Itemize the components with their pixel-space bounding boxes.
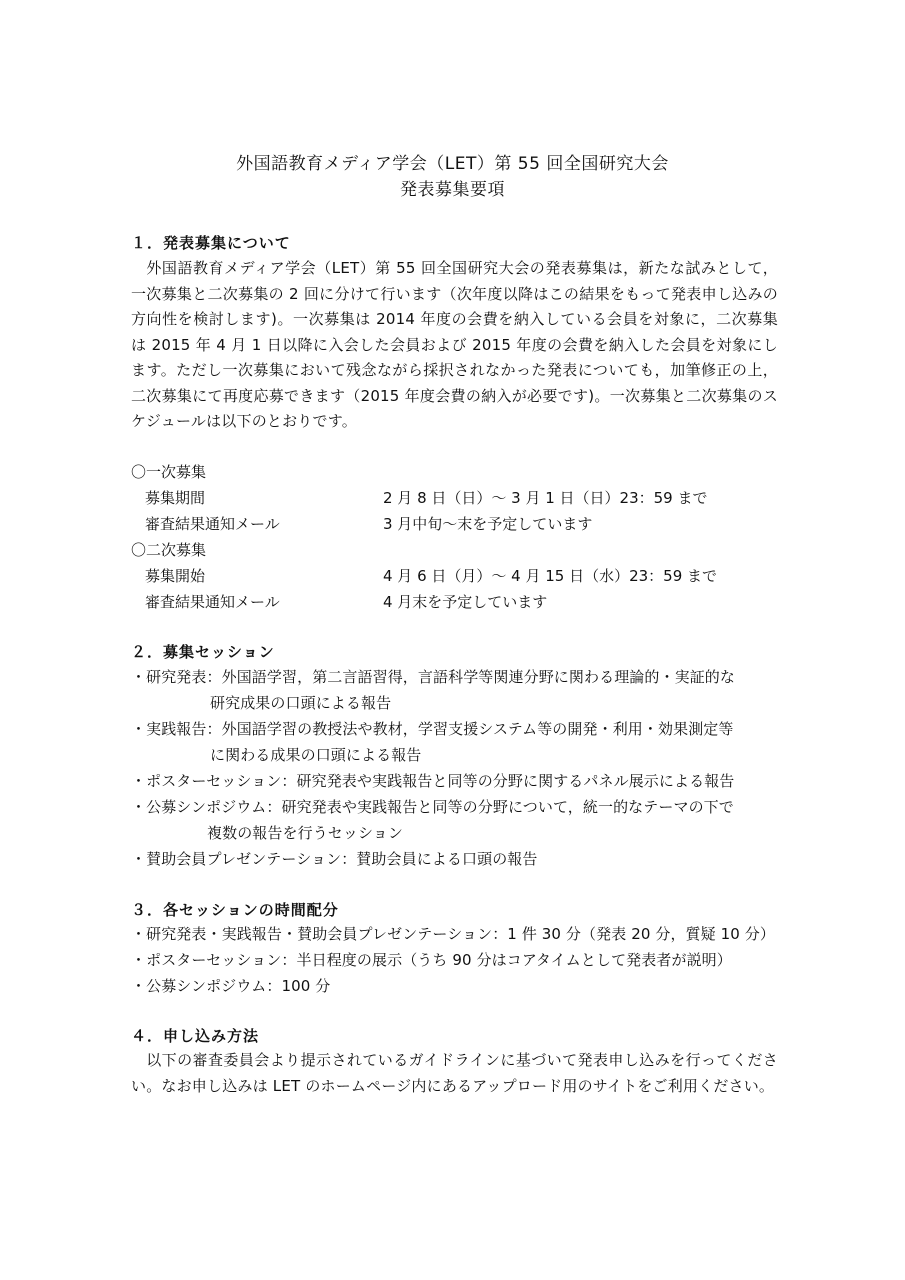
first-period-value: 2 月 8 日（日）～ 3 月 1 日（日）23：59 まで bbox=[383, 489, 708, 507]
session-item-line: ・賛助会員プレゼンテーション：賛助会員による口頭の報告 bbox=[131, 850, 538, 868]
session-item bbox=[131, 768, 781, 794]
time-allocation-line: ・研究発表・実践報告・賛助会員プレゼンテーション：1 件 30 分（発表 20 分，質疑 10 分） bbox=[131, 925, 775, 943]
section-1-body bbox=[131, 256, 778, 435]
first-recruit-label: 〇一次募集 bbox=[131, 463, 207, 481]
session-item-line: 研究成果の口頭による報告 bbox=[210, 694, 392, 712]
section-3-heading: ３．各セッションの時間配分 bbox=[131, 901, 339, 919]
second-notice-label: 審査結果通知メール bbox=[145, 593, 280, 611]
document-title: 外国語教育メディア学会（LET）第 55 回全国研究大会 bbox=[236, 154, 669, 174]
second-recruit-label: 〇二次募集 bbox=[131, 541, 207, 559]
session-item bbox=[131, 716, 781, 768]
first-notice-label: 審査結果通知メール bbox=[145, 515, 280, 533]
first-notice-value: 3 月中旬～末を予定しています bbox=[383, 515, 593, 533]
time-allocation-line: ・ポスターセッション：半日程度の展示（うち 90 分はコアタイムとして発表者が説明） bbox=[131, 951, 732, 969]
section-2-heading: ２．募集セッション bbox=[131, 643, 275, 661]
session-item-line: ・公募シンポジウム：研究発表や実践報告と同等の分野について，統一的なテーマの下で bbox=[131, 798, 734, 816]
second-notice-value: 4 月末を予定しています bbox=[383, 593, 548, 611]
section-1-heading: １．発表募集について bbox=[131, 234, 291, 252]
time-allocation-line: ・公募シンポジウム：100 分 bbox=[131, 977, 331, 995]
section-1-text: 外国語教育メディア学会（LET）第 55 回全国研究大会の発表募集は，新たな試みとして，一次募集と二次募集の 2 回に分けて行います（次年度以降はこの結果をもって発表申し込みの方向性を検討します)。一次募集は 2014 年度の会費を納入している会員を対象に，二次募集は 2015 年 4 月 1 日以降に入会した会員および 2015 年度の会費を納入した会員を対象にします。ただし一次募集において残念ながら採択されなかった発表についても，加筆修正の上，二次募集にて再度応募できます（2015 年度会費の納入が必要です)。一次募集と二次募集のスケジュールは以下のとおりです。 bbox=[131, 259, 778, 430]
section-4-heading: ４．申し込み方法 bbox=[131, 1027, 260, 1045]
session-item bbox=[131, 846, 781, 872]
first-period-label: 募集期間 bbox=[145, 489, 206, 507]
session-item-line: ・実践報告：外国語学習の教授法や教材，学習支援システム等の開発・利用・効果測定等 bbox=[131, 720, 734, 738]
session-item-line: ・ポスターセッション：研究発表や実践報告と同等の分野に関するパネル展示による報告 bbox=[131, 772, 735, 790]
section-4-body bbox=[131, 1048, 778, 1099]
second-period-value: 4 月 6 日（月）～ 4 月 15 日（水）23：59 まで bbox=[383, 567, 718, 585]
session-item-line: に関わる成果の口頭による報告 bbox=[210, 746, 422, 764]
section-4-text: 以下の審査委員会より提示されているガイドラインに基づいて発表申し込みを行ってください。なお申し込みは LET のホームページ内にあるアップロード用のサイトをご利用ください。 bbox=[131, 1051, 778, 1095]
second-period-label: 募集開始 bbox=[145, 567, 206, 585]
session-item-line: 複数の報告を行うセッション bbox=[207, 824, 404, 842]
session-item-line: ・研究発表：外国語学習，第二言語習得，言語科学等関連分野に関わる理論的・実証的な bbox=[131, 668, 736, 686]
document-subtitle: 発表募集要項 bbox=[400, 180, 505, 200]
session-item bbox=[131, 664, 781, 716]
session-item bbox=[131, 794, 781, 846]
